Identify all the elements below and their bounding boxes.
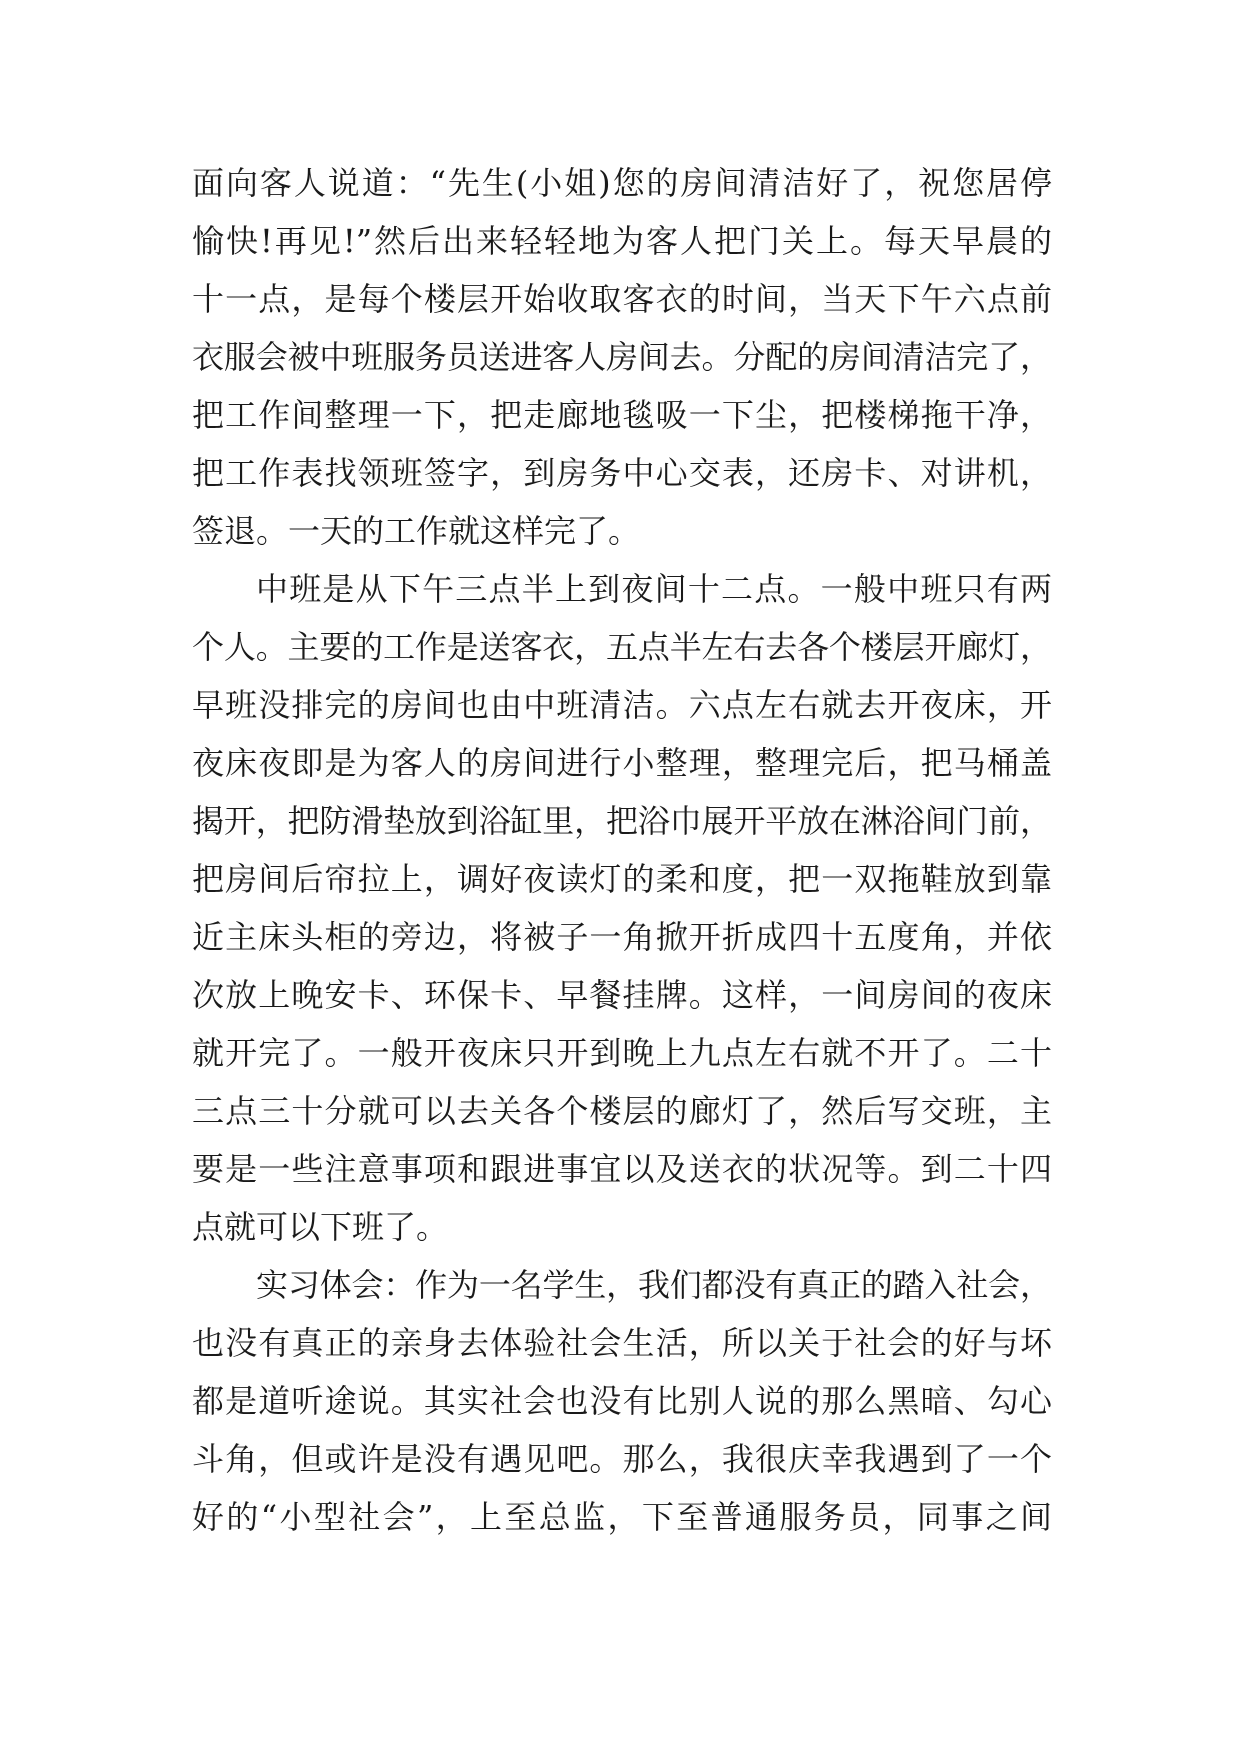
text-line: 个人。主要的工作是送客衣，五点半左右去各个楼层开廊灯， xyxy=(192,628,1052,666)
text-line: 十一点，是每个楼层开始收取客衣的时间，当天下午六点前 xyxy=(192,280,1052,318)
text-line: 实习体会：作为一名学生，我们都没有真正的踏入社会， xyxy=(256,1266,1052,1304)
text-line: 衣服会被中班服务员送进客人房间去。分配的房间清洁完了， xyxy=(192,338,1052,376)
text-line: 愉快!再见!”然后出来轻轻地为客人把门关上。每天早晨的 xyxy=(192,222,1052,260)
text-line: 揭开，把防滑垫放到浴缸里，把浴巾展开平放在淋浴间门前， xyxy=(192,802,1052,840)
text-line: 早班没排完的房间也由中班清洁。六点左右就去开夜床，开 xyxy=(192,686,1052,724)
text-line: 都是道听途说。其实社会也没有比别人说的那么黑暗、勾心 xyxy=(192,1382,1052,1420)
text-line: 把工作间整理一下，把走廊地毯吸一下尘，把楼梯拖干净， xyxy=(192,396,1052,434)
text-line: 要是一些注意事项和跟进事宜以及送衣的状况等。到二十四 xyxy=(192,1150,1052,1188)
body-text xyxy=(192,154,1052,1546)
text-line: 三点三十分就可以去关各个楼层的廊灯了，然后写交班，主 xyxy=(192,1092,1052,1130)
text-line: 把工作表找领班签字，到房务中心交表，还房卡、对讲机， xyxy=(192,454,1052,492)
text-line: 近主床头柜的旁边，将被子一角掀开折成四十五度角，并依 xyxy=(192,918,1052,956)
text-line: 就开完了。一般开夜床只开到晚上九点左右就不开了。二十 xyxy=(192,1034,1052,1072)
text-line: 把房间后帘拉上，调好夜读灯的柔和度，把一双拖鞋放到靠 xyxy=(192,860,1052,898)
text-line: 签退。一天的工作就这样完了。 xyxy=(192,512,641,550)
text-line: 斗角，但或许是没有遇见吧。那么，我很庆幸我遇到了一个 xyxy=(192,1440,1052,1478)
text-line: 面向客人说道：“先生(小姐)您的房间清洁好了，祝您居停 xyxy=(192,164,1052,202)
text-line: 也没有真正的亲身去体验社会生活，所以关于社会的好与坏 xyxy=(192,1324,1052,1362)
text-line: 中班是从下午三点半上到夜间十二点。一般中班只有两 xyxy=(256,570,1052,608)
text-line: 好的“小型社会”，上至总监，下至普通服务员，同事之间 xyxy=(192,1498,1052,1536)
text-line: 次放上晚安卡、环保卡、早餐挂牌。这样，一间房间的夜床 xyxy=(192,976,1052,1014)
text-line: 点就可以下班了。 xyxy=(192,1208,449,1246)
text-line: 夜床夜即是为客人的房间进行小整理，整理完后，把马桶盖 xyxy=(192,744,1052,782)
